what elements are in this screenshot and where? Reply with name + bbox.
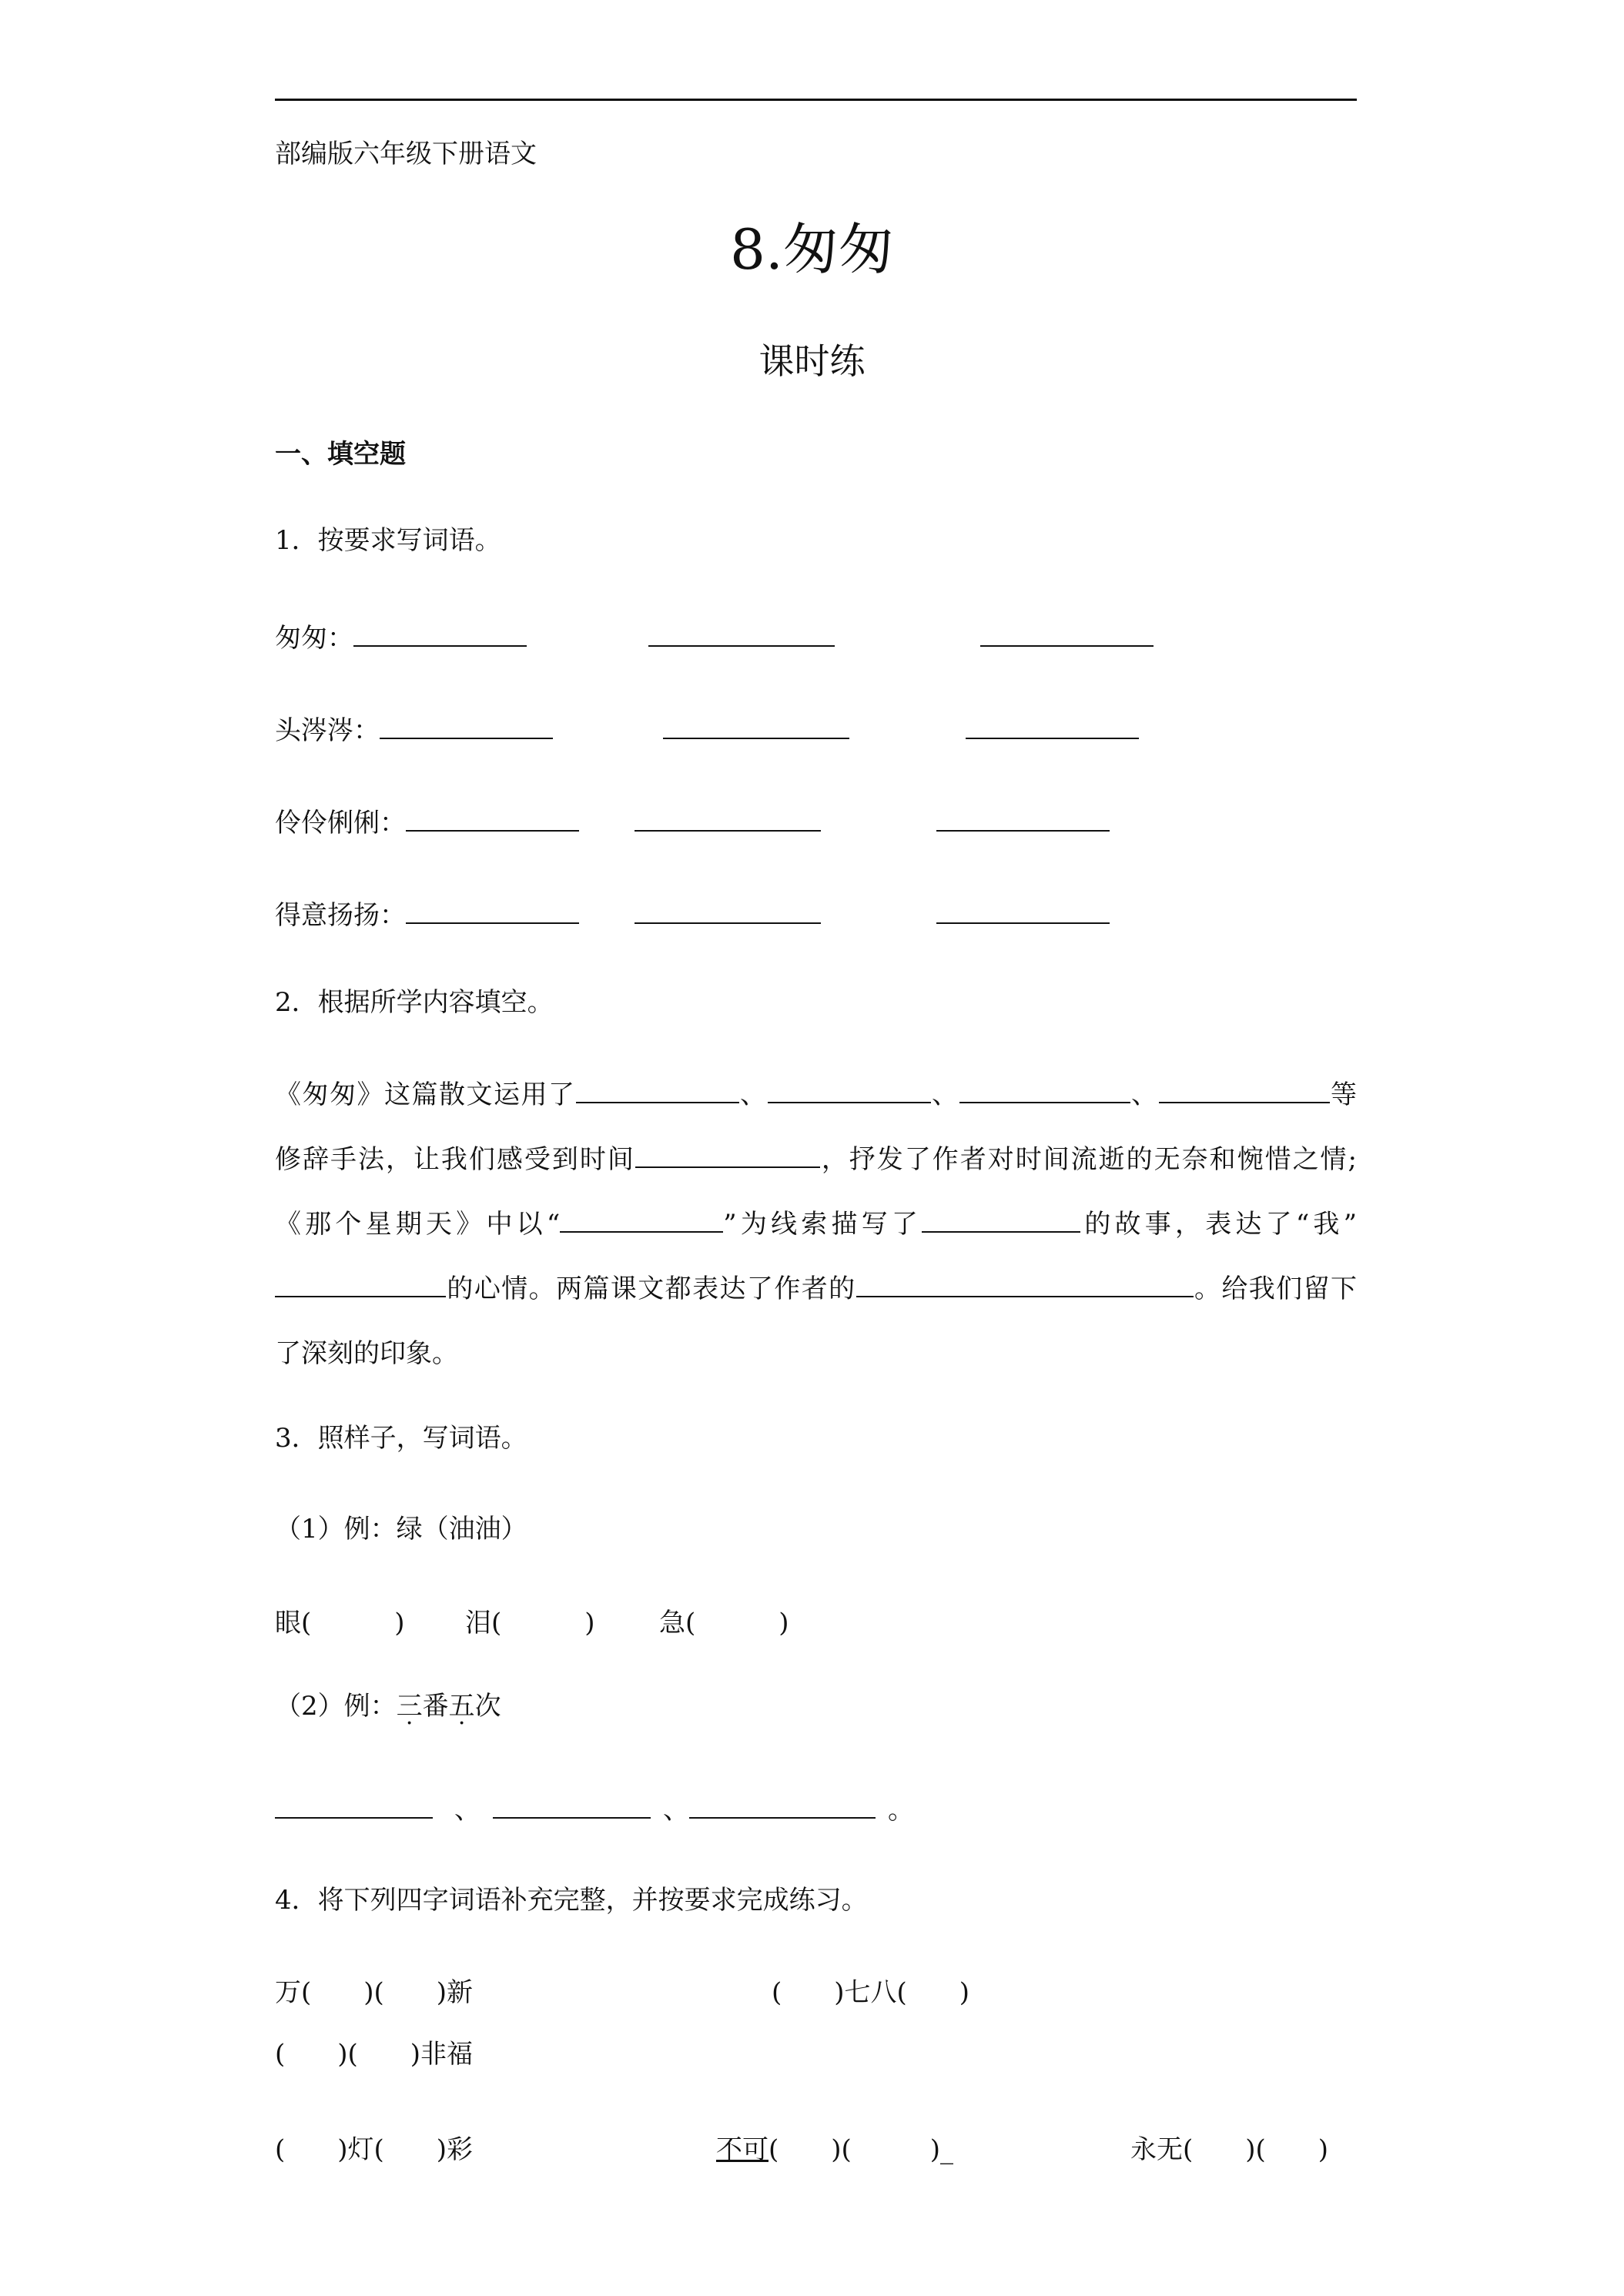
answer-blank[interactable] bbox=[635, 805, 821, 832]
answer-blank[interactable] bbox=[966, 713, 1139, 739]
answer-blank[interactable] bbox=[959, 1077, 1130, 1103]
q2-text: 的故事，表达了“我” bbox=[1080, 1209, 1358, 1240]
answer-blank[interactable] bbox=[856, 1271, 1194, 1297]
q2-text: 等修辞手法，让我们感受到时间 bbox=[275, 1079, 1357, 1175]
answer-blank[interactable] bbox=[275, 1792, 433, 1819]
q2-paragraph bbox=[275, 1063, 1357, 1386]
dotted-char: 五 bbox=[448, 1691, 475, 1722]
q2-text: ，抒发了作者对时间流逝的无奈和惋惜之情;《那个星期天》中以“ bbox=[275, 1144, 1357, 1240]
q4-idiom: 万( )( )新 bbox=[275, 1977, 474, 2008]
q1-row-2 bbox=[275, 713, 553, 746]
answer-blank[interactable] bbox=[768, 1077, 931, 1103]
q2-text: ”为线索描写了 bbox=[723, 1209, 922, 1240]
top-rule bbox=[275, 99, 1357, 101]
answer-blank[interactable] bbox=[648, 621, 835, 647]
answer-blank[interactable] bbox=[635, 1142, 820, 1168]
answer-blank[interactable] bbox=[560, 1207, 723, 1233]
q4-idiom: ( )七八( ) bbox=[772, 1977, 970, 2008]
q3-example-1: （1）例：绿（油油） bbox=[275, 1514, 527, 1545]
answer-blank[interactable] bbox=[1159, 1077, 1330, 1103]
separator: 、 bbox=[1130, 1079, 1159, 1110]
underlined-text: 不可 bbox=[716, 2134, 768, 2165]
answer-blank[interactable] bbox=[635, 898, 821, 924]
q1-row-label: 得意扬扬： bbox=[275, 900, 406, 931]
answer-blank[interactable] bbox=[689, 1792, 876, 1819]
answer-blank[interactable] bbox=[275, 1271, 446, 1297]
q4-idiom: ( )( )非福 bbox=[275, 2039, 474, 2070]
q1-row-label: 伶伶俐俐： bbox=[275, 808, 406, 838]
answer-blank[interactable] bbox=[576, 1077, 739, 1103]
q1-row-label: 头涔涔： bbox=[275, 715, 380, 746]
q4-prompt: 4．将下列四字词语补充完整，并按要求完成练习。 bbox=[275, 1885, 868, 1916]
q3-item: 眼( ) bbox=[275, 1608, 405, 1638]
section-heading: 一、填空题 bbox=[275, 439, 406, 470]
answer-blank[interactable] bbox=[663, 713, 849, 739]
q2-text: 。给我们留下了深刻的印象。 bbox=[275, 1274, 1358, 1369]
answer-blank[interactable] bbox=[980, 621, 1154, 647]
page-subtitle: 课时练 bbox=[758, 340, 866, 382]
answer-blank[interactable] bbox=[353, 621, 527, 647]
q2-prompt: 2．根据所学内容填空。 bbox=[275, 987, 554, 1018]
q1-prompt: 1．按要求写词语。 bbox=[275, 525, 501, 556]
q3-prompt: 3．照样子，写词语。 bbox=[275, 1423, 527, 1454]
q3-example-2: （2）例：三番五次 bbox=[275, 1691, 501, 1722]
answer-blank[interactable] bbox=[922, 1207, 1080, 1233]
answer-blank[interactable] bbox=[406, 805, 579, 832]
answer-blank[interactable] bbox=[936, 898, 1110, 924]
q2-text: 的心情。两篇课文都表达了作者的 bbox=[446, 1274, 856, 1304]
q1-row-label: 匆匆： bbox=[275, 623, 353, 654]
q4-idiom: 永无( )( ) bbox=[1130, 2134, 1329, 2165]
q1-row-1 bbox=[275, 621, 527, 654]
answer-blank[interactable] bbox=[936, 805, 1110, 832]
dotted-char: 三 bbox=[396, 1691, 423, 1722]
q1-row-3 bbox=[275, 805, 579, 838]
q1-row-4 bbox=[275, 898, 579, 931]
answer-blank[interactable] bbox=[493, 1792, 651, 1819]
answer-blank[interactable] bbox=[406, 898, 579, 924]
separator: 、 bbox=[738, 1079, 768, 1110]
separator: 、 bbox=[930, 1079, 959, 1110]
answer-blank[interactable] bbox=[380, 713, 553, 739]
q3-item: 急( ) bbox=[659, 1608, 789, 1638]
q4-idiom: 不可( )( )_ bbox=[716, 2134, 954, 2165]
q3-answer-row: 、 、 。 bbox=[275, 1792, 914, 1826]
page-title: 8.匆匆 bbox=[730, 217, 894, 282]
header-text: 部编版六年级下册语文 bbox=[275, 139, 537, 169]
q3-item: 泪( ) bbox=[465, 1608, 595, 1638]
q2-text: 《匆匆》这篇散文运用了 bbox=[275, 1079, 576, 1110]
q4-idiom: ( )灯( )彩 bbox=[275, 2134, 474, 2165]
